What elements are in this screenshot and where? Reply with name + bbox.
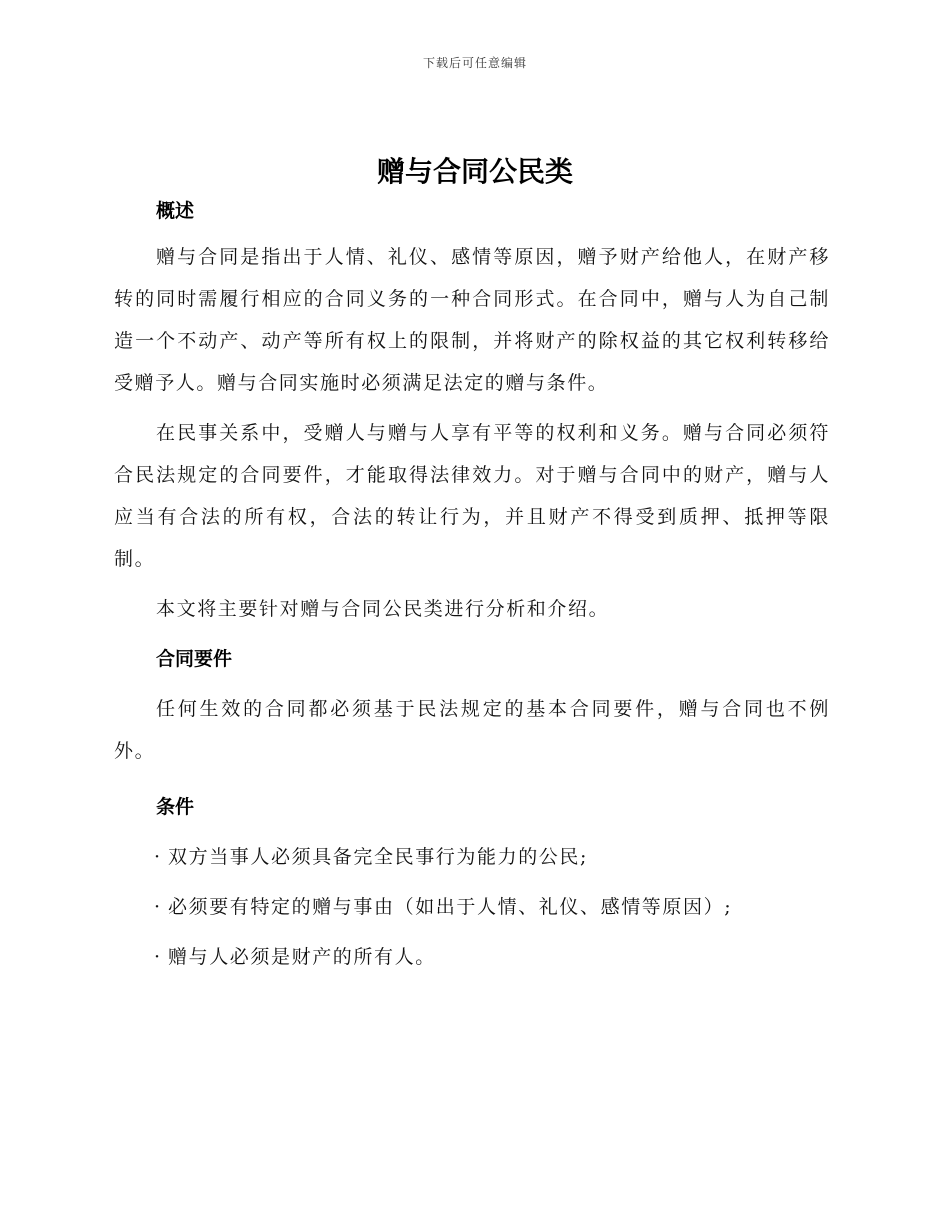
condition-item-1	[154, 836, 830, 878]
overview-paragraph-3: 本文将主要针对赠与合同公民类进行分析和介绍。	[156, 598, 610, 620]
bullet-dot-icon: ·	[154, 946, 162, 968]
document-body	[114, 194, 830, 986]
condition-item-text: 赠与人必须是财产的所有人。	[168, 946, 436, 968]
section-heading-conditions: 条件	[156, 796, 195, 818]
overview-paragraph-1: 赠与合同是指出于人情、礼仪、感情等原因，赠予财产给他人，在财产移转的同时需履行相应的合同义务的一种合同形式。在合同中，赠与人为自己制造一个不动产、动产等所有权上的限制，并将财产的除权益的其它权利转移给受赠予人。赠与合同实施时必须满足法定的赠与条件。	[114, 246, 830, 394]
document-title: 赠与合同公民类	[376, 155, 573, 188]
overview-paragraph-2: 在民事关系中，受赠人与赠与人享有平等的权利和义务。赠与合同必须符合民法规定的合同要件，才能取得法律效力。对于赠与合同中的财产，赠与人应当有合法的所有权，合法的转让行为，并且财产不得受到质押、抵押等限制。	[114, 422, 830, 570]
condition-item-text: 必须要有特定的赠与事由（如出于人情、礼仪、感情等原因）;	[168, 896, 733, 918]
header-note: 下载后可任意编辑	[422, 56, 527, 70]
bullet-dot-icon: ·	[154, 846, 162, 868]
bullet-dot-icon: ·	[154, 896, 162, 918]
condition-item-3	[154, 936, 830, 978]
section-heading-overview: 概述	[156, 200, 195, 222]
condition-item-2	[154, 886, 830, 928]
requirements-paragraph-1: 任何生效的合同都必须基于民法规定的基本合同要件，赠与合同也不例外。	[114, 698, 830, 762]
condition-item-text: 双方当事人必须具备完全民事行为能力的公民;	[168, 846, 589, 868]
section-heading-requirements: 合同要件	[156, 648, 233, 670]
